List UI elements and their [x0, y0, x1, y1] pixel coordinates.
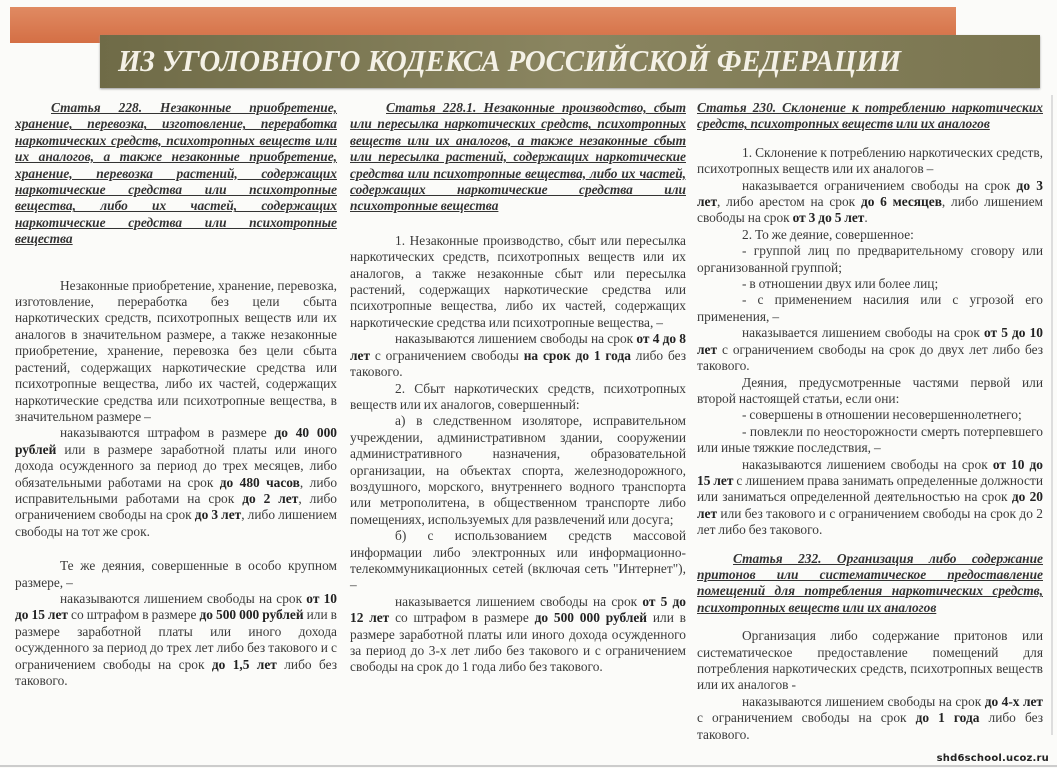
text-segment: - с применением насилия или с угрозой его применения, –	[697, 292, 1043, 324]
article-paragraph	[350, 528, 686, 594]
article-paragraph	[350, 413, 686, 528]
text-segment: наказывается лишением свободы на срок	[742, 325, 984, 341]
text-segment: 1. Склонение к потреблению наркотических средств, психотропных веществ или их аналогов –	[697, 144, 1043, 177]
penalty-emphasis: на срок до 1 года	[523, 347, 631, 363]
text-segment: с ограничением свободы на срок до двух лет либо без такового.	[697, 341, 1043, 374]
penalty-emphasis: от 10 до 15 лет	[15, 590, 337, 623]
article-paragraph	[350, 594, 686, 676]
text-segment: со штрафом в размере	[67, 607, 200, 623]
text-segment: , либо исправительными работами на срок	[15, 474, 338, 506]
text-segment: или в размере заработной платы или иного дохода осужденного за период до 3-х лет либо без такового и с ограничением свободы на срок до 1 года либо без такового.	[350, 610, 686, 675]
text-segment: наказывается лишением свободы на срок	[395, 593, 643, 609]
text-segment: наказываются лишением свободы на срок	[395, 331, 637, 347]
article-paragraph	[697, 325, 1043, 374]
text-segment: Статья 228. Незаконные приобретение, хранение, перевозка, изготовление, переработка наркотических средств, психотропных веществ или их аналогов, а также незаконные приобретение, хранение, перевозка растений, содержащих наркотические средства или психотропные вещества, либо их частей, содержащих наркотические средства или психотропные вещества	[15, 100, 337, 247]
article-paragraph	[697, 457, 1043, 539]
article-paragraph	[697, 178, 1043, 227]
text-segment: Статья 228.1. Незаконные производство, сбыт или пересылка наркотических средств, психотропных веществ или их аналогов, а также незаконные сбыт или пересылка растений, содержащих наркотические средства или психотропные вещества, либо их частей, содержащих наркотические средства или психотропные вещества	[350, 100, 686, 214]
text-segment: Деяния, предусмотренные частями первой или второй настоящей статьи, если они:	[697, 374, 1043, 406]
penalty-emphasis: от 5 до 10 лет	[697, 325, 1043, 357]
text-segment: , либо ограничением свободы на срок	[15, 490, 338, 523]
article-paragraph	[15, 278, 337, 426]
text-segment: - повлекли по неосторожности смерть потерпевшего или иные тяжкие последствия, –	[697, 423, 1043, 456]
text-segment: 1. Незаконные производство, сбыт или пересылка наркотических средств, психотропных веществ или их аналогов, а также незаконные сбыт или пересылка растений, содержащих наркотические средства или психотропные вещества, либо их частей, содержащих наркотические средства или психотропные вещества, –	[350, 232, 686, 330]
text-segment: либо без такового.	[697, 710, 1043, 742]
penalty-emphasis: до 40 000 рублей	[15, 425, 337, 457]
article-paragraph	[350, 233, 686, 331]
penalty-emphasis: до 20 лет	[697, 489, 1043, 521]
penalty-emphasis: до 3 лет	[697, 177, 1043, 210]
text-segment: - в отношении двух или более лиц;	[742, 276, 939, 292]
column-article-228-1	[350, 100, 686, 676]
text-segment: или без такового и с ограничением свободы на срок до 2 лет либо без такового.	[697, 505, 1043, 538]
text-segment: - группой лиц по предварительному сговору или организованной группой;	[697, 243, 1043, 275]
page-title: ИЗ УГОЛОВНОГО КОДЕКСА РОССИЙСКОЙ ФЕДЕРАЦИИ	[118, 43, 902, 78]
article-heading	[15, 100, 337, 248]
text-segment: 2. Сбыт наркотических средств, психотропных веществ или их аналогов, совершенный:	[350, 380, 686, 412]
article-paragraph	[697, 243, 1043, 276]
text-segment: , либо арестом на срок	[717, 194, 861, 210]
article-paragraph	[350, 331, 686, 380]
text-segment: б) с использованием средств массовой информации либо электронных или информационно-телекоммуникационных сетей (включая сеть "Интернет"), –	[350, 528, 686, 593]
text-segment: наказываются лишением свободы на срок	[742, 693, 985, 709]
penalty-emphasis: до 6 месяцев	[860, 194, 942, 210]
text-segment: либо без такового.	[15, 656, 337, 688]
article-paragraph	[697, 628, 1043, 694]
text-segment: - совершены в отношении несовершеннолетнего;	[742, 407, 1022, 423]
article-paragraph	[697, 276, 1043, 292]
text-segment: Статья 232. Организация либо содержание притонов или систематическое предоставление помещений для потребления наркотических средств, психотропных веществ или их аналогов	[697, 550, 1043, 615]
text-segment: наказывается ограничением свободы на срок	[742, 177, 1017, 193]
penalty-emphasis: до 500 000 рублей	[199, 607, 304, 623]
penalty-emphasis: до 1,5 лет	[211, 656, 277, 672]
column-article-228	[15, 100, 337, 689]
penalty-emphasis: до 500 000 рублей	[534, 610, 648, 626]
article-paragraph	[697, 424, 1043, 457]
site-watermark: shd6school.ucoz.ru	[936, 753, 1049, 764]
text-segment: 2. То же деяние, совершенное:	[742, 226, 914, 242]
article-paragraph	[697, 375, 1043, 408]
penalty-emphasis: от 4 до 8 лет	[350, 331, 686, 363]
text-segment: Организация либо содержание притонов или систематическое предоставление помещений для потребления наркотических средств, психотропных веществ или их аналогов -	[697, 628, 1043, 693]
text-segment: с лишением права занимать определенные должности или заниматься определенной деятельностью на срок	[697, 472, 1043, 505]
article-paragraph	[15, 558, 337, 591]
text-segment: наказываются лишением свободы на срок	[60, 590, 307, 606]
article-heading	[350, 100, 686, 215]
article-heading	[697, 551, 1043, 617]
article-paragraph	[697, 694, 1043, 743]
article-paragraph	[15, 591, 337, 689]
text-segment: Незаконные приобретение, хранение, перевозка, изготовление, переработка без цели сбыта наркотических средств, психотропных веществ или их аналогов в значительном размере, а также незаконные приобретение, хранение, перевозка без цели сбыта растений, содержащих наркотические средства или психотропные вещества, либо их частей, содержащих наркотические средства или психотропные вещества, в значительном размере –	[15, 277, 337, 424]
penalty-emphasis: от 5 до 12 лет	[350, 593, 687, 626]
text-segment: либо без такового.	[350, 347, 686, 380]
divider	[0, 765, 1057, 767]
article-paragraph	[15, 425, 337, 540]
text-segment: с ограничением свободы	[370, 347, 524, 363]
article-paragraph	[697, 292, 1043, 325]
text-segment: , либо лишением свободы на срок	[697, 194, 1043, 226]
title-banner	[100, 35, 1040, 88]
text-segment: а) в следственном изоляторе, исправительном учреждении, административном здании, сооружении административного назначения, образовательной организации, на объектах спорта, железнодорожного, воздушного, морского, внутреннего водного транспорта или метрополитена, в общественном транспорте либо помещениях, используемых для развлечений или досуга;	[350, 413, 686, 527]
penalty-emphasis: до 2 лет	[242, 490, 299, 506]
text-segment: с ограничением свободы на срок	[697, 710, 916, 726]
text-segment: Статья 230. Склонение к потреблению наркотических средств, психотропных веществ или их аналогов	[697, 100, 1043, 132]
text-segment: , либо лишением свободы на тот же срок.	[15, 507, 337, 539]
text-segment: или в размере заработной платы или иного дохода осужденного за период до трех месяцев, либо обязательными работами на срок	[15, 441, 337, 490]
article-paragraph	[697, 145, 1043, 178]
penalty-emphasis: от 10 до 15 лет	[697, 456, 1043, 488]
article-paragraph	[697, 227, 1043, 243]
article-paragraph	[697, 407, 1043, 423]
text-segment: Те же деяния, совершенные в особо крупном размере, –	[15, 558, 337, 590]
text-segment: или в размере заработной платы или иного дохода осужденного за период до трех лет либо без такового и с ограничением свободы на срок	[15, 607, 338, 672]
penalty-emphasis: до 480 часов	[219, 474, 300, 490]
article-paragraph	[350, 381, 686, 414]
penalty-emphasis: до 3 лет	[194, 507, 242, 523]
penalty-emphasis: от 3 до 5 лет	[792, 210, 865, 226]
penalty-emphasis: до 4-х лет	[984, 693, 1043, 709]
text-segment: со штрафом в размере	[389, 610, 535, 626]
text-segment: наказываются штрафом в размере	[60, 425, 275, 441]
text-segment: наказываются лишением свободы на срок	[742, 456, 993, 472]
column-articles-230-232	[697, 100, 1043, 743]
article-heading	[697, 100, 1043, 133]
penalty-emphasis: до 1 года	[915, 710, 980, 726]
text-segment: .	[864, 210, 868, 226]
page-edge	[1051, 95, 1053, 735]
